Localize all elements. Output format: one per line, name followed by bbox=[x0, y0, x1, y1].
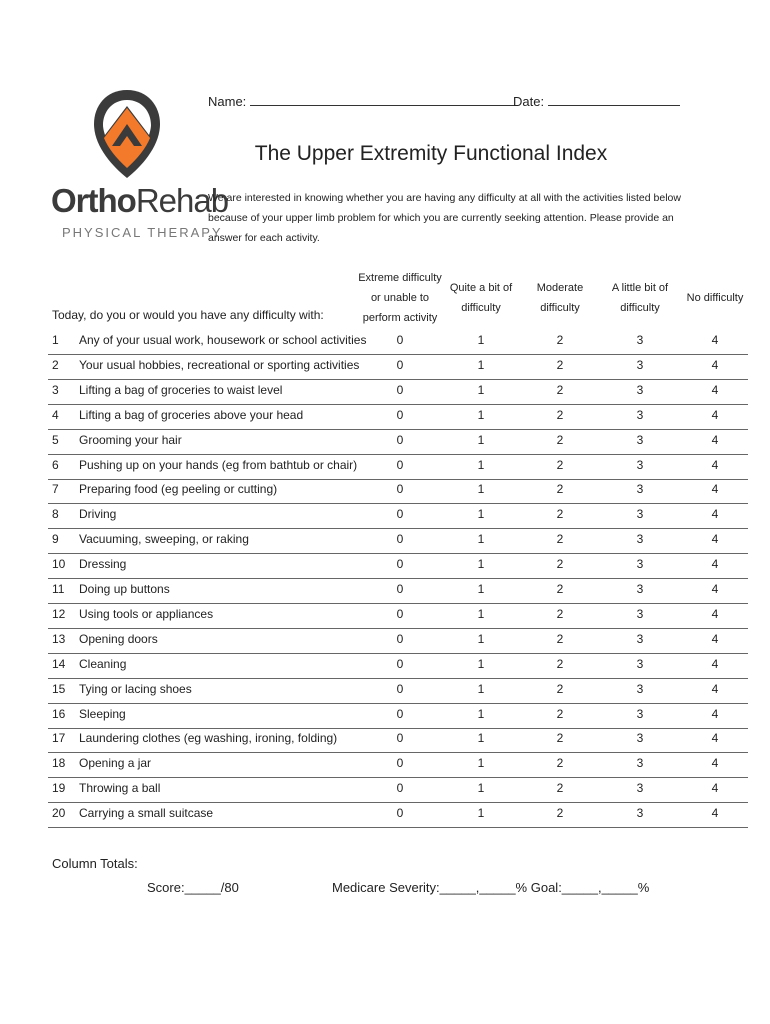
activity-label: Carrying a small suitcase bbox=[79, 806, 214, 821]
score-option-4[interactable]: 4 bbox=[711, 582, 719, 596]
score-option-3[interactable]: 3 bbox=[636, 532, 644, 547]
activity-label: Cleaning bbox=[79, 656, 127, 671]
row-number: 2 bbox=[52, 357, 59, 372]
activity-label: Opening doors bbox=[79, 631, 158, 646]
activity-label: Tying or lacing shoes bbox=[79, 681, 192, 696]
activity-label: Dressing bbox=[79, 557, 127, 572]
score-option-2[interactable]: 2 bbox=[556, 731, 564, 746]
score-option-1[interactable]: 1 bbox=[477, 457, 485, 472]
score-option-1[interactable]: 1 bbox=[477, 507, 485, 522]
table-row bbox=[48, 653, 748, 679]
score-option-1[interactable]: 1 bbox=[477, 706, 485, 721]
score-option-1[interactable]: 1 bbox=[477, 482, 485, 497]
activity-label: Any of your usual work, housework or school activities bbox=[79, 333, 367, 347]
score-option-3[interactable]: 3 bbox=[636, 432, 644, 447]
score-option-4[interactable]: 4 bbox=[711, 806, 719, 821]
table-row bbox=[48, 727, 748, 753]
score-option-0[interactable]: 0 bbox=[396, 482, 404, 497]
activity-label: Laundering clothes (eg washing, ironing, folding) bbox=[79, 731, 338, 746]
column-header-line: No difficulty bbox=[686, 292, 744, 304]
column-header-line: difficulty bbox=[540, 302, 580, 314]
table-row bbox=[48, 802, 748, 828]
score-option-1[interactable]: 1 bbox=[477, 631, 485, 646]
score-option-3[interactable]: 3 bbox=[636, 357, 644, 372]
score-option-1[interactable]: 1 bbox=[477, 357, 485, 372]
table-row bbox=[48, 603, 748, 629]
score-option-3[interactable]: 3 bbox=[636, 806, 644, 821]
date-field[interactable] bbox=[513, 94, 680, 109]
score-option-3[interactable]: 3 bbox=[636, 507, 644, 522]
score-option-0[interactable]: 0 bbox=[396, 656, 404, 671]
score-option-4[interactable]: 4 bbox=[711, 656, 719, 671]
table-row bbox=[48, 578, 748, 604]
date-label: Date: bbox=[513, 94, 545, 109]
row-number: 18 bbox=[52, 756, 66, 771]
table-row bbox=[48, 553, 748, 579]
score-option-2[interactable]: 2 bbox=[556, 681, 564, 696]
score-option-2[interactable]: 2 bbox=[556, 482, 564, 497]
score-option-0[interactable]: 0 bbox=[396, 333, 404, 347]
table-row bbox=[48, 503, 748, 529]
score-option-4[interactable]: 4 bbox=[711, 756, 719, 771]
name-blank[interactable] bbox=[250, 104, 518, 106]
name-label: Name: bbox=[208, 94, 247, 109]
row-number: 1 bbox=[52, 333, 59, 347]
score-option-3[interactable]: 3 bbox=[636, 656, 644, 671]
score-option-2[interactable]: 2 bbox=[556, 407, 564, 422]
date-blank[interactable] bbox=[548, 104, 680, 106]
table-row bbox=[48, 628, 748, 654]
score-option-0[interactable]: 0 bbox=[396, 557, 404, 572]
row-number: 13 bbox=[52, 631, 66, 646]
activity-label: Pushing up on your hands (eg from bathtub or chair) bbox=[79, 457, 358, 472]
activity-label: Sleeping bbox=[79, 706, 126, 721]
score-option-2[interactable]: 2 bbox=[556, 606, 564, 621]
table-row bbox=[48, 454, 748, 480]
score-option-0[interactable]: 0 bbox=[396, 532, 404, 547]
score-option-1[interactable]: 1 bbox=[477, 756, 485, 771]
activity-label: Your usual hobbies, recreational or sporting activities bbox=[79, 357, 360, 372]
table-row bbox=[48, 528, 748, 554]
score-option-0[interactable]: 0 bbox=[396, 706, 404, 721]
score-option-4[interactable]: 4 bbox=[711, 382, 719, 397]
score-option-2[interactable]: 2 bbox=[556, 333, 564, 347]
row-number: 12 bbox=[52, 606, 66, 621]
activity-label: Preparing food (eg peeling or cutting) bbox=[79, 482, 278, 497]
score-option-0[interactable]: 0 bbox=[396, 806, 404, 821]
activity-label: Doing up buttons bbox=[79, 582, 170, 596]
score-option-2[interactable]: 2 bbox=[556, 806, 564, 821]
score-option-2[interactable]: 2 bbox=[556, 582, 564, 596]
medicare-severity-field[interactable]: Medicare Severity:_____,_____% Goal:_____,_____% bbox=[332, 880, 650, 895]
mountain-logo-icon bbox=[92, 88, 162, 180]
activity-label: Vacuuming, sweeping, or raking bbox=[79, 532, 249, 547]
brand-bold: Ortho bbox=[51, 182, 136, 219]
column-header-line: or unable to bbox=[370, 292, 430, 304]
activity-label: Using tools or appliances bbox=[79, 606, 214, 621]
score-option-4[interactable]: 4 bbox=[711, 482, 719, 497]
score-option-3[interactable]: 3 bbox=[636, 557, 644, 572]
table-row bbox=[48, 329, 748, 355]
score-option-4[interactable]: 4 bbox=[711, 407, 719, 422]
table-row bbox=[48, 678, 748, 704]
score-option-1[interactable]: 1 bbox=[477, 656, 485, 671]
table-row bbox=[48, 703, 748, 729]
score-option-2[interactable]: 2 bbox=[556, 781, 564, 796]
score-option-4[interactable]: 4 bbox=[711, 706, 719, 721]
table-row bbox=[48, 379, 748, 405]
column-header-line: Extreme difficulty bbox=[358, 272, 442, 284]
score-option-3[interactable]: 3 bbox=[636, 457, 644, 472]
brand-name bbox=[51, 182, 228, 220]
table-row bbox=[48, 752, 748, 778]
score-option-0[interactable]: 0 bbox=[396, 582, 404, 596]
score-option-0[interactable]: 0 bbox=[396, 781, 404, 796]
activity-label: Throwing a ball bbox=[79, 781, 161, 796]
score-option-0[interactable]: 0 bbox=[396, 382, 404, 397]
score-option-4[interactable]: 4 bbox=[711, 681, 719, 696]
table-prompt: Today, do you or would you have any difficulty with: bbox=[52, 308, 324, 322]
score-option-2[interactable]: 2 bbox=[556, 382, 564, 397]
score-option-3[interactable]: 3 bbox=[636, 407, 644, 422]
score-option-3[interactable]: 3 bbox=[636, 681, 644, 696]
column-header-line: difficulty bbox=[461, 302, 501, 314]
score-option-3[interactable]: 3 bbox=[636, 731, 644, 746]
score-field[interactable]: Score:_____/80 bbox=[147, 880, 239, 895]
score-option-2[interactable]: 2 bbox=[556, 532, 564, 547]
table-row bbox=[48, 777, 748, 803]
score-option-0[interactable]: 0 bbox=[396, 681, 404, 696]
row-number: 8 bbox=[52, 507, 59, 522]
score-option-4[interactable]: 4 bbox=[711, 557, 719, 572]
score-option-3[interactable]: 3 bbox=[636, 756, 644, 771]
intro-text: We are interested in knowing whether you are having any difficulty at all with the activities listed below because of your upper limb problem for which you are currently seeking attention. Please provide an answer for each activity. bbox=[208, 192, 681, 244]
score-option-2[interactable]: 2 bbox=[556, 507, 564, 522]
row-number: 9 bbox=[52, 532, 59, 547]
activity-label: Lifting a bag of groceries above your head bbox=[79, 407, 304, 422]
row-number: 14 bbox=[52, 656, 66, 671]
table-row bbox=[48, 478, 748, 504]
score-option-2[interactable]: 2 bbox=[556, 706, 564, 721]
score-option-0[interactable]: 0 bbox=[396, 432, 404, 447]
score-option-2[interactable]: 2 bbox=[556, 631, 564, 646]
column-header-line: perform activity bbox=[362, 312, 438, 324]
score-option-1[interactable]: 1 bbox=[477, 382, 485, 397]
score-option-2[interactable]: 2 bbox=[556, 357, 564, 372]
score-option-2[interactable]: 2 bbox=[556, 557, 564, 572]
score-option-4[interactable]: 4 bbox=[711, 631, 719, 646]
score-option-0[interactable]: 0 bbox=[396, 357, 404, 372]
brand-light: Rehab bbox=[135, 182, 229, 219]
table-row bbox=[48, 429, 748, 455]
score-option-4[interactable]: 4 bbox=[711, 532, 719, 547]
score-option-4[interactable]: 4 bbox=[711, 606, 719, 621]
score-option-1[interactable]: 1 bbox=[477, 606, 485, 621]
table-row bbox=[48, 354, 748, 380]
score-option-0[interactable]: 0 bbox=[396, 631, 404, 646]
column-header-5 bbox=[665, 288, 765, 308]
score-option-1[interactable]: 1 bbox=[477, 582, 485, 596]
activity-label: Lifting a bag of groceries to waist level bbox=[79, 382, 283, 397]
row-number: 15 bbox=[52, 681, 66, 696]
row-number: 20 bbox=[52, 806, 66, 821]
score-option-2[interactable]: 2 bbox=[556, 432, 564, 447]
score-option-3[interactable]: 3 bbox=[636, 606, 644, 621]
score-option-2[interactable]: 2 bbox=[556, 756, 564, 771]
score-option-0[interactable]: 0 bbox=[396, 407, 404, 422]
score-option-1[interactable]: 1 bbox=[477, 432, 485, 447]
score-option-1[interactable]: 1 bbox=[477, 407, 485, 422]
score-option-0[interactable]: 0 bbox=[396, 457, 404, 472]
score-option-0[interactable]: 0 bbox=[396, 731, 404, 746]
column-header-line: difficulty bbox=[620, 302, 660, 314]
score-option-4[interactable]: 4 bbox=[711, 507, 719, 522]
score-option-1[interactable]: 1 bbox=[477, 333, 485, 347]
activity-label: Driving bbox=[79, 507, 117, 522]
row-number: 19 bbox=[52, 781, 66, 796]
table-row bbox=[48, 404, 748, 430]
score-option-3[interactable]: 3 bbox=[636, 631, 644, 646]
score-option-1[interactable]: 1 bbox=[477, 532, 485, 547]
row-number: 16 bbox=[52, 706, 66, 721]
page-title: The Upper Extremity Functional Index bbox=[254, 142, 608, 165]
name-field[interactable] bbox=[208, 94, 518, 109]
score-option-4[interactable]: 4 bbox=[711, 781, 719, 796]
row-number: 4 bbox=[52, 407, 59, 422]
column-header-line: A little bit of bbox=[611, 282, 669, 294]
column-header-line: Quite a bit of bbox=[449, 282, 513, 294]
score-option-3[interactable]: 3 bbox=[636, 482, 644, 497]
score-option-1[interactable]: 1 bbox=[477, 681, 485, 696]
score-option-1[interactable]: 1 bbox=[477, 781, 485, 796]
score-option-1[interactable]: 1 bbox=[477, 731, 485, 746]
score-option-3[interactable]: 3 bbox=[636, 706, 644, 721]
activity-label: Opening a jar bbox=[79, 756, 152, 771]
row-number: 6 bbox=[52, 457, 59, 472]
row-number: 10 bbox=[52, 557, 66, 572]
score-option-2[interactable]: 2 bbox=[556, 656, 564, 671]
score-option-0[interactable]: 0 bbox=[396, 507, 404, 522]
score-option-3[interactable]: 3 bbox=[636, 781, 644, 796]
score-option-4[interactable]: 4 bbox=[711, 731, 719, 746]
row-number: 5 bbox=[52, 432, 59, 447]
score-option-0[interactable]: 0 bbox=[396, 756, 404, 771]
column-header-line: Moderate bbox=[536, 282, 584, 294]
row-number: 11 bbox=[52, 582, 65, 596]
score-option-3[interactable]: 3 bbox=[636, 582, 644, 596]
score-option-4[interactable]: 4 bbox=[711, 333, 719, 347]
row-number: 17 bbox=[52, 731, 66, 746]
row-number: 3 bbox=[52, 382, 59, 397]
activity-label: Grooming your hair bbox=[79, 432, 182, 447]
score-option-3[interactable]: 3 bbox=[636, 333, 644, 347]
column-totals-label: Column Totals: bbox=[52, 856, 138, 871]
score-option-1[interactable]: 1 bbox=[477, 557, 485, 572]
score-option-0[interactable]: 0 bbox=[396, 606, 404, 621]
score-option-2[interactable]: 2 bbox=[556, 457, 564, 472]
brand-subtitle: PHYSICAL THERAPY bbox=[62, 225, 223, 240]
row-number: 7 bbox=[52, 482, 59, 497]
score-option-4[interactable]: 4 bbox=[711, 357, 719, 372]
score-option-3[interactable]: 3 bbox=[636, 382, 644, 397]
score-option-4[interactable]: 4 bbox=[711, 432, 719, 447]
score-option-1[interactable]: 1 bbox=[477, 806, 485, 821]
score-option-4[interactable]: 4 bbox=[711, 457, 719, 472]
